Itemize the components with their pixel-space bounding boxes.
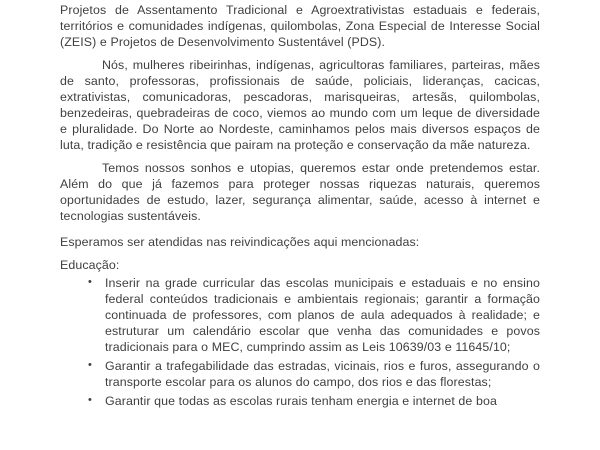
list-item — [88, 358, 540, 390]
paragraph-esperamos: Esperamos ser atendidas nas reivindicações aqui mencionadas: — [60, 235, 420, 249]
bullet-list — [60, 275, 540, 409]
document-page — [60, 0, 540, 412]
section-heading-educacao: Educação: — [60, 258, 120, 272]
list-item — [88, 393, 540, 409]
bullet-icon: • — [88, 359, 92, 371]
list-item — [88, 275, 540, 355]
paragraph-nos-mulheres: Nós, mulheres ribeirinhas, indígenas, agricultoras familiares, parteiras, mães de santo, professoras, profissionais de saúde, policiais, lideranças, cacicas, extrativistas, comunicadoras, pescadoras, marisqueiras, artesãs, quilombolas, benzedeiras, quebradeiras de coco, viemos ao mundo com um leque de diversidade e pluralidade. Do Norte ao Nordeste, caminhamos pelos mais diversos espaços de luta, tradição e resistência que pairam na proteção e conservação da mãe natureza. — [60, 58, 540, 152]
list-item-text: Garantir que todas as escolas rurais tenham energia e internet de boa — [105, 394, 497, 408]
paragraph-temos-sonhos: Temos nossos sonhos e utopias, queremos estar onde pretendemos estar. Além do que já fazemos para proteger nossas riquezas naturais, queremos oportunidades de estudo, lazer, segurança alimentar, saúde, acesso à internet e tecnologias sustentáveis. — [60, 161, 540, 223]
paragraph-projetos-assentamento: Projetos de Assentamento Tradicional e Agroextrativistas estaduais e federais, territórios e comunidades indígenas, quilombolas, Zona Especial de Interesse Social (ZEIS) e Projetos de Desenvolvimento Sustentável (PDS). — [60, 3, 540, 49]
list-item-text: Inserir na grade curricular das escolas municipais e estaduais e no ensino federal conteúdos tradicionais e ambientais regionais; garantir a formação continuada de professores, com planos de aula adequados à realidade; e estruturar um calendário escolar que venha das comunidades e povos tradicionais para o MEC, cumprindo assim as Leis 10639/03 e 11645/10; — [105, 276, 540, 354]
bullet-icon: • — [88, 276, 92, 288]
bullet-icon: • — [88, 394, 92, 406]
list-item-text: Garantir a trafegabilidade das estradas, vicinais, rios e furos, assegurando o transporte escolar para os alunos do campo, dos rios e das florestas; — [105, 359, 540, 389]
